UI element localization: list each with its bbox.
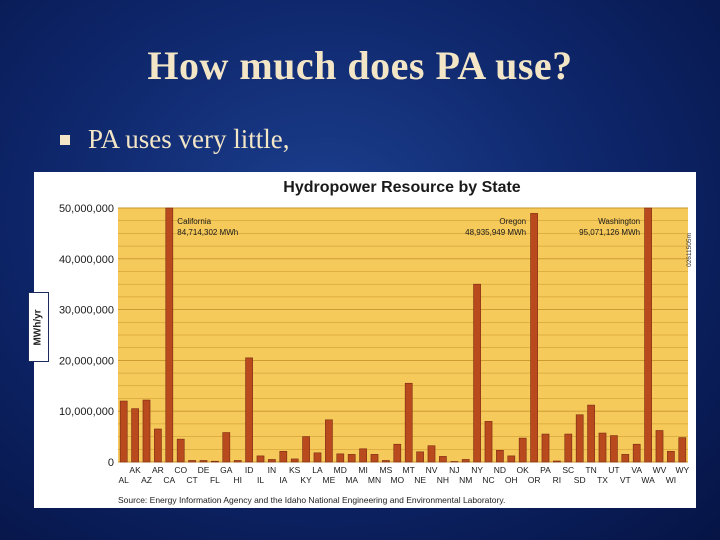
annotation-state: California	[177, 217, 212, 226]
bar-ia	[280, 451, 287, 462]
x-tick-label: NJ	[449, 465, 460, 475]
bar-nh	[439, 456, 446, 462]
x-tick-label: ND	[493, 465, 507, 475]
bar-il	[257, 456, 264, 462]
x-tick-label: OR	[527, 475, 541, 485]
grid-lines	[118, 208, 688, 462]
x-tick-label: CA	[163, 475, 176, 485]
x-tick-label: CT	[186, 475, 198, 485]
bar-me	[325, 420, 332, 462]
bar-ms	[382, 460, 389, 462]
bar-fl	[211, 461, 218, 462]
bar-or	[531, 213, 538, 462]
square-bullet-icon	[60, 135, 70, 145]
x-tick-label: WV	[652, 465, 667, 475]
bar-va	[633, 444, 640, 462]
x-tick-label: AZ	[141, 475, 152, 485]
x-tick-label: NC	[482, 475, 495, 485]
bar-co	[177, 439, 184, 462]
x-tick-label: UT	[608, 465, 620, 475]
bar-nj	[451, 461, 458, 462]
x-tick-label: ID	[244, 465, 254, 475]
x-tick-label: IN	[267, 465, 277, 475]
bar-mi	[360, 449, 367, 462]
x-tick-label: PA	[540, 465, 551, 475]
x-tick-label: WI	[665, 475, 677, 485]
x-tick-label: KY	[300, 475, 312, 485]
x-axis-ticks	[118, 465, 689, 485]
bar-nv	[428, 446, 435, 462]
y-tick-label: 30,000,000	[58, 304, 114, 317]
bar-ak	[132, 409, 139, 462]
bar-mo	[394, 444, 401, 462]
bar-ca	[166, 208, 173, 462]
annotation-value: 84,714,302 MWh	[177, 228, 239, 237]
y-tick-label: 50,000,000	[58, 203, 114, 215]
x-tick-label: MN	[367, 475, 382, 485]
x-tick-label: ME	[322, 475, 336, 485]
bar-ne	[417, 452, 424, 462]
bar-ut	[610, 436, 617, 462]
bar-az	[143, 400, 150, 462]
y-tick-label: 10,000,000	[58, 406, 114, 419]
bar-wv	[656, 431, 663, 462]
y-tick-label: 40,000,000	[58, 253, 114, 266]
x-tick-label: AK	[129, 465, 141, 475]
x-tick-label: NE	[414, 475, 427, 485]
x-tick-label: AL	[118, 475, 129, 485]
bar-id	[246, 358, 253, 462]
x-tick-label: NH	[436, 475, 450, 485]
bar-wy	[679, 438, 686, 462]
x-tick-label: OK	[516, 465, 529, 475]
side-code: 02611505m	[686, 233, 693, 267]
bar-ct	[189, 460, 196, 462]
bar-nm	[462, 459, 469, 462]
bar-la	[314, 453, 321, 462]
x-tick-label: TN	[585, 465, 597, 475]
bar-mn	[371, 454, 378, 462]
y-axis-ticks	[59, 203, 114, 469]
y-axis-label-box	[28, 292, 49, 362]
annotation-state: Washington	[598, 217, 641, 226]
chart-source: Source: Energy Information Agency and the Idaho National Engineering and Environmental Laboratory.	[118, 495, 506, 505]
hydropower-chart	[34, 172, 696, 508]
bar-ks	[291, 459, 298, 462]
bar-ny	[474, 284, 481, 462]
annotation-value: 48,935,949 MWh	[465, 228, 527, 237]
x-tick-label: KS	[289, 465, 301, 475]
bar-mt	[405, 383, 412, 462]
bar-ok	[519, 438, 526, 462]
bar-pa	[542, 434, 549, 462]
bar-md	[337, 454, 344, 462]
bullet-item	[60, 124, 290, 155]
x-tick-label: VT	[619, 475, 631, 485]
x-tick-label: LA	[312, 465, 323, 475]
x-tick-label: TX	[597, 475, 608, 485]
annotation-value: 95,071,126 MWh	[579, 228, 641, 237]
bar-ar	[154, 429, 161, 462]
x-tick-label: IL	[256, 475, 265, 485]
bar-wa	[645, 208, 652, 462]
slide-title: How much does PA use?	[147, 43, 573, 88]
chart-panel	[34, 172, 696, 508]
bar-wi	[667, 451, 674, 462]
bar-ga	[223, 433, 230, 462]
x-tick-label: RI	[552, 475, 562, 485]
y-axis-label: MWh/yr	[33, 308, 45, 346]
bullet-text: PA uses very little,	[88, 124, 290, 154]
bar-nc	[485, 421, 492, 462]
bar-nd	[496, 450, 503, 462]
x-tick-label: SC	[562, 465, 575, 475]
bar-vt	[622, 454, 629, 462]
x-tick-label: AR	[151, 465, 164, 475]
x-tick-label: WY	[675, 465, 690, 475]
bar-al	[120, 401, 127, 462]
bar-oh	[508, 456, 515, 462]
x-tick-label: OH	[504, 475, 518, 485]
x-tick-label: MO	[390, 475, 405, 485]
x-tick-label: IA	[279, 475, 288, 485]
annotation-state: Oregon	[499, 217, 527, 226]
x-tick-label: MI	[358, 465, 368, 475]
x-tick-label: WA	[641, 475, 655, 485]
x-tick-label: CO	[174, 465, 188, 475]
x-tick-label: NM	[459, 475, 473, 485]
y-tick-label: 20,000,000	[58, 355, 114, 368]
bar-ma	[348, 454, 355, 462]
x-tick-label: MD	[333, 465, 347, 475]
x-tick-label: NV	[425, 465, 438, 475]
x-tick-label: MT	[402, 465, 415, 475]
x-tick-label: MS	[379, 465, 393, 475]
bar-sd	[576, 415, 583, 462]
x-tick-label: DE	[197, 465, 210, 475]
x-tick-label: FL	[209, 475, 220, 485]
chart-title: Hydropower Resource by State	[283, 179, 521, 196]
bar-ri	[553, 461, 560, 462]
bar-hi	[234, 460, 241, 462]
bar-ky	[303, 437, 310, 462]
x-tick-label: NY	[471, 465, 484, 475]
y-tick-label: 0	[107, 457, 114, 469]
bar-de	[200, 460, 207, 462]
bar-in	[268, 459, 275, 462]
x-tick-label: VA	[631, 465, 643, 475]
bar-tn	[588, 405, 595, 462]
x-tick-label: HI	[233, 475, 242, 485]
bar-tx	[599, 433, 606, 462]
x-tick-label: SD	[573, 475, 586, 485]
x-tick-label: MA	[345, 475, 359, 485]
bar-sc	[565, 434, 572, 462]
x-tick-label: GA	[220, 465, 233, 475]
